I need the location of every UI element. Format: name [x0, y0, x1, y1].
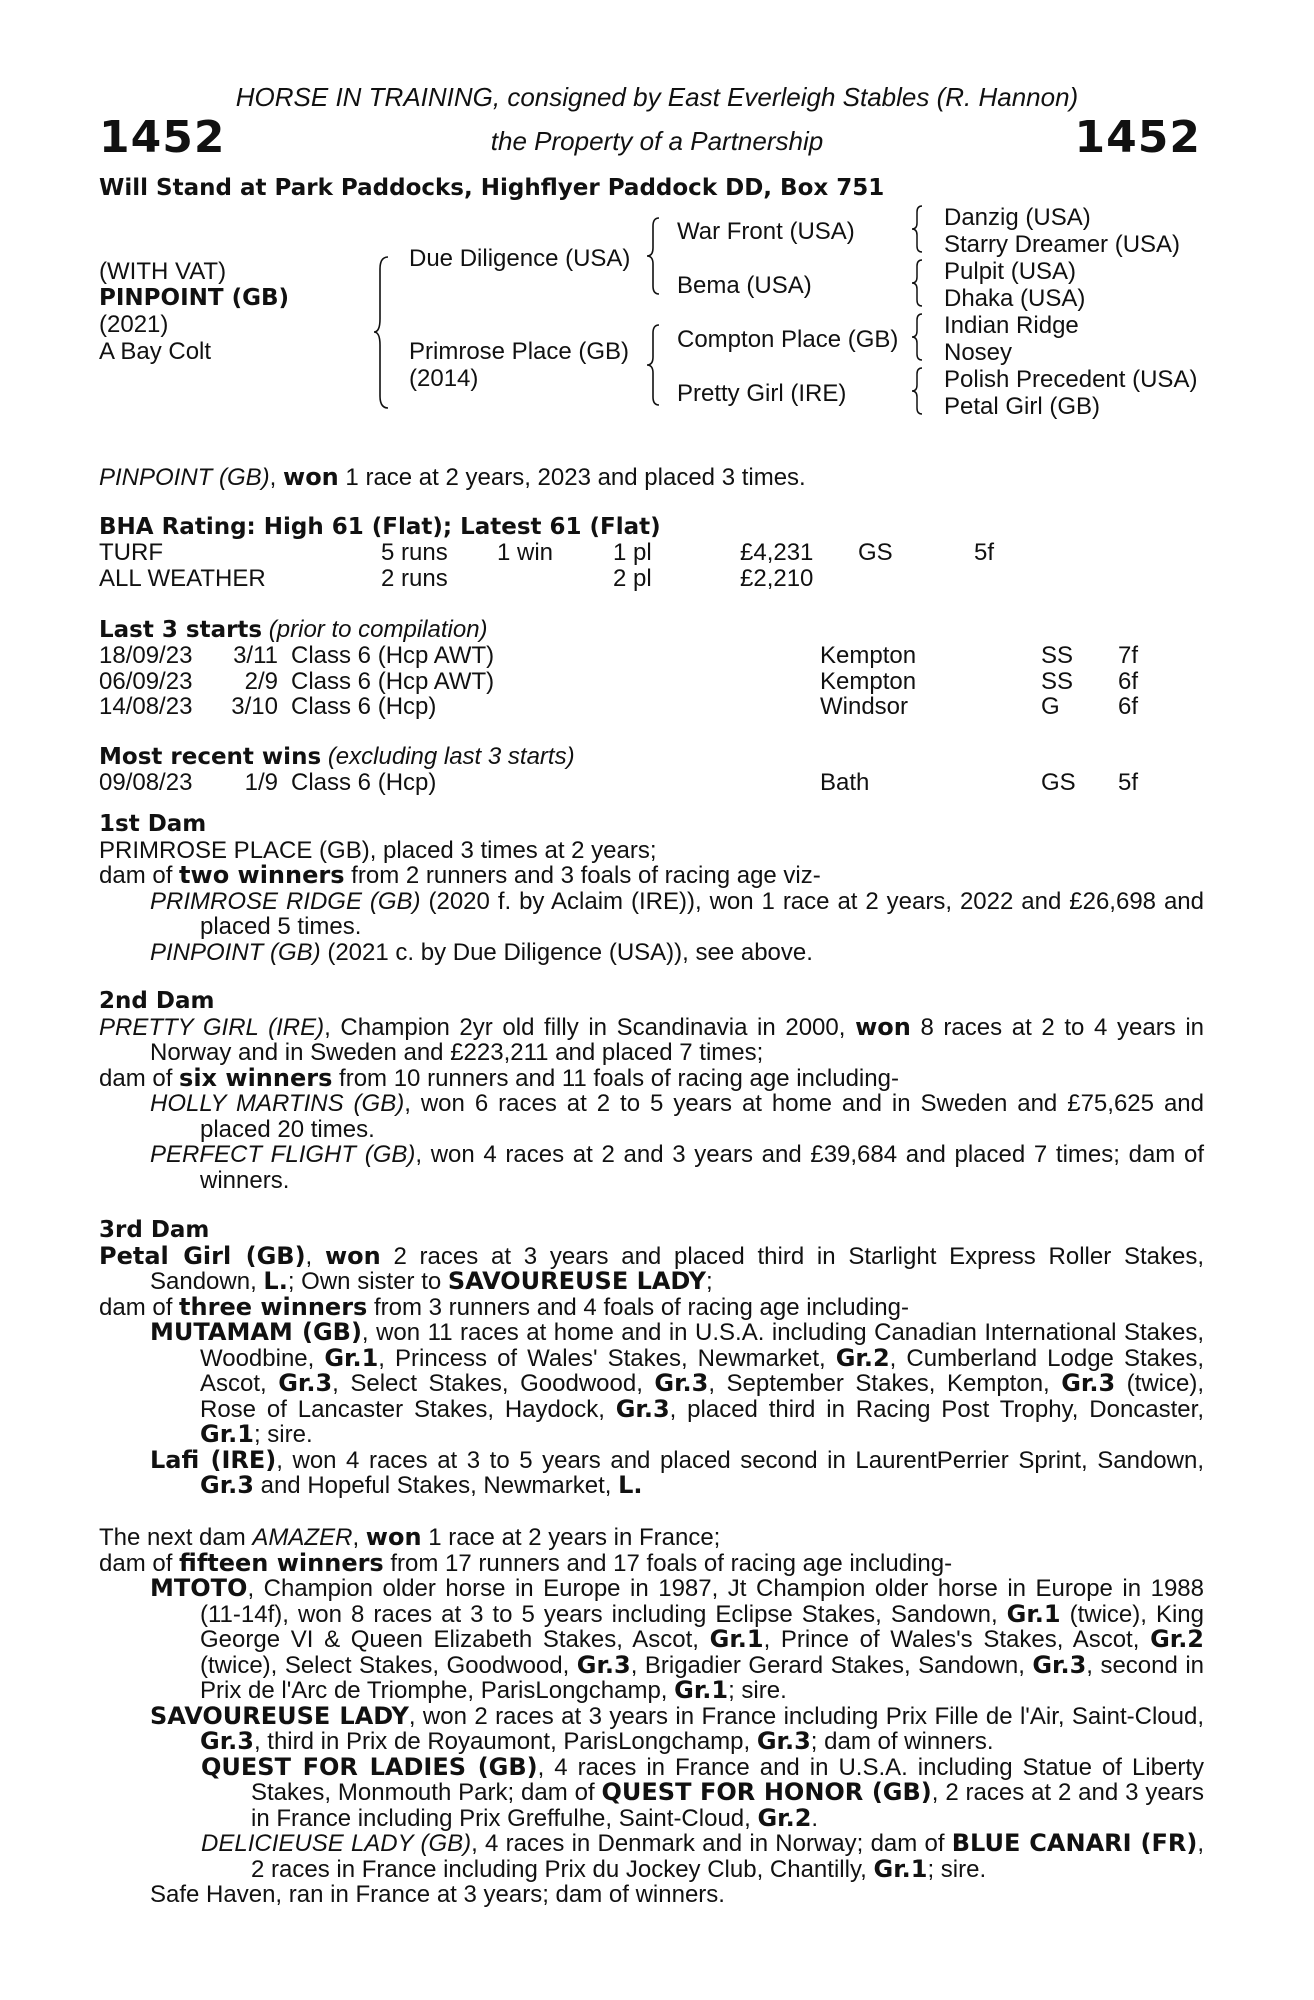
grade-label: Gr.1: [1006, 1599, 1061, 1628]
rating-prize: £4,231: [740, 539, 814, 566]
brace-dd: [910, 366, 926, 416]
winners-count: fifteen winners: [179, 1548, 384, 1577]
pedigree-dam: Primrose Place (GB): [409, 338, 630, 365]
text: dam of: [99, 862, 180, 889]
pedigree-ss-dam: Starry Dreamer (USA): [944, 231, 1181, 258]
lot-number-left: 1452: [99, 112, 226, 163]
brace-sd: [910, 258, 926, 308]
produce-record: , won 4 races at 2 and 3 years and £39,684 and placed 7 times; dam of winners.: [200, 1141, 1204, 1194]
rating-surface: TURF: [99, 539, 163, 566]
produce-entry: [99, 889, 1204, 940]
race-summary: PINPOINT (GB), won 1 race at 2 years, 2023 and placed 3 times.: [99, 463, 806, 491]
pedigree-sd-sire: Pulpit (USA): [944, 258, 1077, 285]
text: dam of: [99, 1064, 180, 1092]
grade-label: Gr.1: [324, 1343, 379, 1372]
start-position: 3/11: [233, 642, 278, 669]
text: , 4 races in France and in U.S.A. including Statue of Liberty Stakes, Monmouth Park; dam of: [251, 1753, 1204, 1806]
pedigree-ds-dam: Nosey: [944, 339, 1013, 366]
win-position: 1/9: [244, 769, 278, 796]
last3-note: (prior to compilation): [268, 616, 488, 643]
grade-label: Gr.2: [835, 1343, 890, 1372]
first-dam-section: [99, 812, 1204, 965]
grade-label: Gr.1: [873, 1854, 928, 1883]
text: ; sire.: [728, 1677, 787, 1704]
sire-brace: [645, 216, 663, 296]
stand-location: Will Stand at Park Paddocks, Highflyer Paddock DD, Box 751: [99, 175, 885, 201]
grade-label: Gr.3: [615, 1394, 670, 1423]
produce-record: (2020 f. by Aclaim (IRE)), won 1 race at 2 years, 2022 and £26,698 and placed 5 times.: [200, 887, 1204, 940]
winners-count: three winners: [179, 1292, 368, 1321]
produce-name: PINPOINT (GB): [150, 938, 321, 966]
grade-label: Gr.3: [654, 1369, 709, 1397]
property-line: the Property of a Partnership: [490, 126, 824, 156]
start-race: Class 6 (Hcp AWT): [291, 668, 495, 695]
grade-label: Gr.1: [674, 1676, 729, 1704]
text: ; sire.: [253, 1421, 313, 1448]
start-distance: 7f: [1118, 642, 1139, 669]
next-dam-section: [99, 1525, 1204, 1908]
text: and Hopeful Stakes, Newmarket,: [253, 1472, 619, 1499]
text: , won 11 races at home and in U.S.A. including Canadian International Stakes, Woodbine,: [200, 1319, 1205, 1372]
produce-entry: [99, 1701, 1204, 1755]
offspring-name: BLUE CANARI (FR): [951, 1829, 1198, 1857]
text: dam of: [99, 1549, 180, 1577]
rating-surface: ALL WEATHER: [99, 565, 266, 592]
text: (twice), King George VI & Queen Elizabeth Stakes, Ascot,: [200, 1600, 1204, 1653]
rating-prize: £2,210: [740, 565, 814, 592]
text: , Prince of Wales's Stakes, Ascot,: [763, 1626, 1151, 1653]
start-course: Kempton: [820, 642, 917, 669]
rating-placed: 2 pl: [613, 565, 652, 592]
summary-text: 1 race at 2 years, 2023 and placed 3 times.: [338, 464, 806, 491]
produce-entry: [99, 1091, 1204, 1142]
start-going: G: [1041, 693, 1060, 720]
win-race: Class 6 (Hcp): [291, 769, 437, 796]
third-dam-line: [99, 1241, 1205, 1295]
first-dam-line: PRIMROSE PLACE (GB), placed 3 times at 2 years;: [99, 836, 657, 864]
produce-entry: [99, 1831, 1204, 1882]
start-date: 06/09/23: [99, 668, 193, 695]
produce-name: DELICIEUSE LADY (GB): [201, 1830, 472, 1857]
produce-record: , won 6 races at 2 to 5 years at home and in Sweden and £75,625 and placed 20 times.: [200, 1090, 1204, 1143]
won-label: won: [855, 1012, 911, 1041]
won-label: won: [365, 1523, 422, 1551]
start-position: 3/10: [231, 693, 278, 720]
rating-runs: 2 runs: [381, 565, 448, 592]
pedigree-dam-sire: Compton Place (GB): [677, 326, 899, 353]
produce-name: MTOTO: [150, 1574, 248, 1602]
start-course: Windsor: [820, 693, 909, 720]
produce-name: HOLLY MARTINS (GB): [150, 1090, 405, 1117]
listed-label: L.: [618, 1471, 643, 1499]
first-dam-produce-line: [99, 863, 1204, 889]
pedigree-ss-sire: Danzig (USA): [944, 204, 1091, 231]
text: , won 4 races at 3 to 5 years and placed second in LaurentPerrier Sprint, Sandown,: [276, 1446, 1204, 1474]
text: ,: [352, 1524, 366, 1551]
horse-year: (2021): [99, 311, 169, 338]
pedigree-dd-dam: Petal Girl (GB): [944, 393, 1101, 420]
start-date: 14/08/23: [99, 693, 193, 720]
summary-horse-name: PINPOINT (GB): [99, 464, 270, 491]
text: dam of: [99, 1293, 180, 1321]
pedigree-main-brace: [372, 255, 392, 410]
text: , Brigadier Gerard Stakes, Sandown,: [630, 1651, 1033, 1679]
start-distance: 6f: [1118, 693, 1139, 720]
grade-label: Gr.3: [200, 1727, 254, 1755]
start-position: 2/9: [244, 668, 278, 695]
summary-won: won: [283, 463, 339, 491]
dam-name: AMAZER: [252, 1524, 353, 1551]
text: from 10 runners and 11 foals of racing age including-: [332, 1064, 899, 1092]
horse-description: A Bay Colt: [99, 338, 212, 365]
text: (twice), Rose of Lancaster Stakes, Haydock,: [200, 1370, 1205, 1423]
grade-label: Gr.3: [1061, 1369, 1116, 1397]
pedigree-sire-dam: Bema (USA): [677, 272, 812, 299]
text: , placed third in Racing Post Trophy, Doncaster,: [669, 1395, 1204, 1423]
text: ; Own sister to: [287, 1268, 448, 1295]
consignment-line: HORSE IN TRAINING, consigned by East Everleigh Stables (R. Hannon): [235, 82, 1079, 112]
start-race: Class 6 (Hcp): [291, 693, 437, 720]
grade-label: Gr.3: [756, 1727, 811, 1755]
rating-wins: 1 win: [497, 539, 554, 566]
text: from 3 runners and 4 foals of racing age including-: [367, 1293, 909, 1321]
last3-heading: [99, 617, 488, 643]
start-going: SS: [1041, 668, 1074, 695]
horse-name: PINPOINT (GB): [99, 285, 290, 311]
text: .: [811, 1804, 819, 1832]
start-course: Kempton: [820, 668, 917, 695]
produce-name: SAVOUREUSE LADY: [150, 1701, 409, 1730]
grade-label: Gr.1: [709, 1625, 764, 1653]
grade-label: Gr.3: [278, 1369, 333, 1397]
offspring-name: QUEST FOR HONOR (GB): [601, 1778, 932, 1806]
text: from 2 runners and 3 foals of racing age viz-: [344, 862, 821, 889]
third-dam-title: 3rd Dam: [99, 1217, 210, 1243]
produce-name: MUTAMAM (GB): [150, 1318, 362, 1346]
start-date: 18/09/23: [99, 642, 193, 669]
text: , third in Prix de Royaumont, ParisLongchamp,: [253, 1728, 757, 1755]
lot-number-right: 1452: [1074, 112, 1201, 163]
recent-wins-note: (excluding last 3 starts): [327, 743, 575, 770]
text: , 2 races at 2 and 3 years in France including Prix Greffulhe, Saint-Cloud,: [251, 1779, 1205, 1832]
start-going: SS: [1041, 642, 1074, 669]
recent-wins-title: Most recent wins: [99, 744, 322, 770]
winners-count: six winners: [179, 1063, 333, 1092]
grade-label: Gr.2: [1150, 1625, 1205, 1653]
pedigree-dam-dam: Pretty Girl (IRE): [677, 380, 847, 407]
third-dam-produce-line: [99, 1292, 1204, 1321]
rating-placed: 1 pl: [613, 539, 652, 566]
text: , 4 races in Denmark and in Norway; dam of: [471, 1830, 952, 1857]
dam-name: Petal Girl (GB): [99, 1241, 306, 1270]
win-date: 09/08/23: [99, 769, 193, 796]
listed-label: L.: [263, 1267, 288, 1295]
text: , won 2 races at 3 years in France including Prix Fille de l'Air, Saint-Cloud,: [408, 1702, 1204, 1730]
recent-wins-heading: [99, 744, 575, 770]
text: , September Stakes, Kempton,: [708, 1370, 1062, 1397]
second-dam-produce-line: [99, 1063, 1204, 1092]
last3-title: Last 3 starts: [99, 617, 263, 643]
won-label: won: [324, 1241, 381, 1270]
text: The next dam: [99, 1524, 253, 1551]
rating-runs: 5 runs: [381, 539, 448, 566]
produce-entry: [99, 1320, 1204, 1448]
text: , Champion older horse in Europe in 1987, Jt Champion older horse in Europe in 1988 (11-14f), won 8 races at 3 to 5 years including Eclipse Stakes, Sandown,: [200, 1575, 1204, 1628]
produce-entry: Safe Haven, ran in France at 3 years; dam of winners.: [150, 1881, 725, 1908]
text: , second in Prix de l'Arc de Triomphe, ParisLongchamp,: [200, 1651, 1205, 1704]
bha-rating: BHA Rating: High 61 (Flat); Latest 61 (Flat): [99, 514, 661, 540]
produce-name: PRIMROSE RIDGE (GB): [150, 887, 421, 915]
text: ; dam of winners.: [810, 1728, 994, 1755]
produce-name: PERFECT FLIGHT (GB): [150, 1141, 416, 1168]
start-race: Class 6 (Hcp AWT): [291, 642, 495, 669]
text: 1 race at 2 years in France;: [421, 1524, 721, 1551]
grade-label: Gr.2: [757, 1803, 812, 1832]
produce-entry: [99, 1142, 1204, 1193]
produce-entry: [99, 1445, 1204, 1499]
vat-note: (WITH VAT): [99, 258, 227, 285]
produce-entry: [99, 1752, 1205, 1832]
next-dam-line: [99, 1525, 1204, 1551]
win-distance: 5f: [1118, 769, 1139, 796]
text: , Princess of Wales' Stakes, Newmarket,: [378, 1344, 836, 1372]
next-dam-produce-line: [99, 1548, 1204, 1577]
grade-label: Gr.3: [200, 1471, 254, 1499]
produce-name: Lafi (IRE): [150, 1445, 277, 1474]
rating-distance: 5f: [974, 539, 995, 566]
pedigree-sire-sire: War Front (USA): [677, 218, 855, 245]
produce-entry: [99, 1576, 1204, 1704]
pedigree-dam-year: (2014): [409, 365, 479, 392]
text: ;: [705, 1268, 713, 1295]
text: from 17 runners and 17 foals of racing age including-: [383, 1549, 953, 1577]
text: ,: [305, 1242, 325, 1270]
win-going: GS: [1041, 769, 1076, 796]
pedigree-sd-dam: Dhaka (USA): [944, 285, 1086, 312]
second-dam-title: 2nd Dam: [99, 988, 215, 1014]
text: , Cumberland Lodge Stakes, Ascot,: [200, 1344, 1204, 1397]
text: , 2 races in France including Prix du Jockey Club, Chantilly,: [251, 1830, 1204, 1883]
text: 2 races at 3 years and placed third in Starlight Express Roller Stakes, Sandown,: [150, 1242, 1205, 1295]
dam-brace: [645, 323, 663, 407]
rating-going: GS: [858, 539, 893, 566]
pedigree-sire: Due Diligence (USA): [409, 245, 631, 272]
winners-count: two winners: [179, 861, 345, 889]
pedigree-dd-sire: Polish Precedent (USA): [944, 366, 1198, 393]
second-dam-section: [99, 989, 1204, 1193]
win-course: Bath: [820, 769, 870, 796]
produce-entry: [99, 940, 1204, 966]
dam-name: PRETTY GIRL (IRE): [99, 1013, 325, 1041]
grade-label: Gr.3: [576, 1650, 631, 1679]
third-dam-section: [99, 1218, 1204, 1499]
grade-label: Gr.1: [200, 1420, 254, 1448]
text: , Select Stakes, Goodwood,: [332, 1370, 655, 1397]
text: ; sire.: [927, 1855, 987, 1883]
brace-ss: [910, 204, 926, 254]
second-dam-line: [99, 1012, 1205, 1066]
produce-name: QUEST FOR LADIES (GB): [201, 1752, 538, 1781]
text: , Champion 2yr old filly in Scandinavia in 2000,: [324, 1013, 856, 1041]
start-distance: 6f: [1118, 668, 1139, 695]
text: (twice), Select Stakes, Goodwood,: [200, 1651, 577, 1679]
text: 8 races at 2 to 4 years in Norway and in Sweden and £223,211 and placed 7 times;: [150, 1013, 1205, 1066]
produce-record: (2021 c. by Due Diligence (USA)), see above.: [320, 938, 813, 966]
first-dam-title: 1st Dam: [99, 811, 207, 837]
brace-ds: [910, 312, 926, 362]
sibling-name: SAVOUREUSE LADY: [447, 1267, 706, 1295]
grade-label: Gr.3: [1032, 1650, 1087, 1679]
pedigree-ds-sire: Indian Ridge: [944, 312, 1079, 339]
